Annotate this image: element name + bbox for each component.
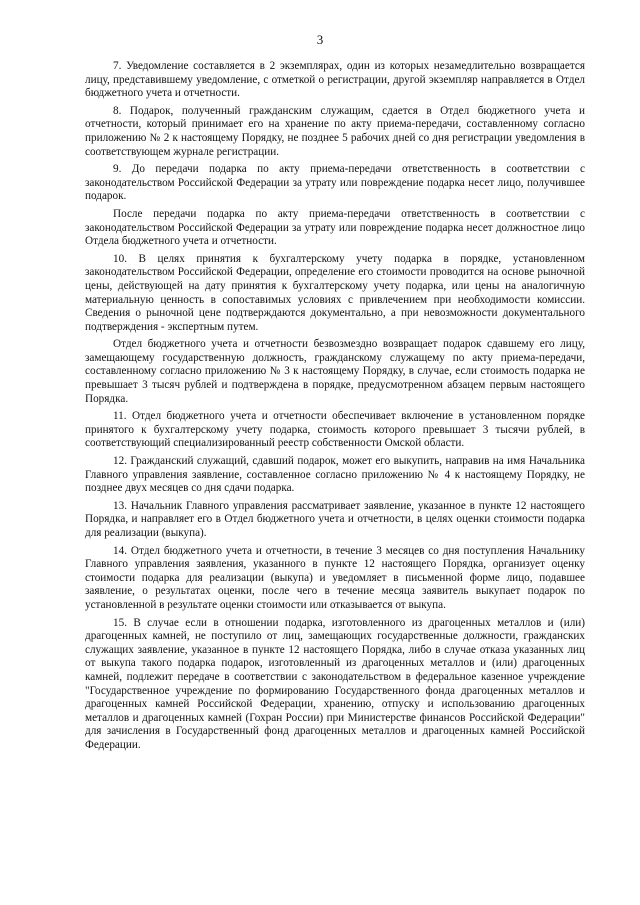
paragraph-13: 13. Начальник Главного управления рассматривает заявление, указанное в пункте 12 настоящего Порядка, и направляет его в Отдел бюджетного учета и отчетности, в целях оценки стоимости подарка для реализации (выкупа).: [85, 499, 585, 539]
paragraph-15: 15. В случае если в отношении подарка, изготовленного из драгоценных металлов и (или) драгоценных камней, не поступило от лиц, замещающих государственные должности, гражданских служащих заявление, указанное в пункте 12 настоящего Порядка, либо в случае отказа указанных лиц от выкупа такого подарка подарок, изготовленный из драгоценных металлов и (или) драгоценных камней, подлежит передаче в соответствии с законодательством в федеральное казенное учреждение "Государственное учреждение по формированию Государственного фонда драгоценных металлов и драгоценных камней Российской Федерации, хранению, отпуску и использованию драгоценных металлов и драгоценных камней (Гохран России) при Министерстве финансов Российской Федерации" для зачисления в Государственный фонд драгоценных металлов и драгоценных камней Российской Федерации.: [85, 616, 585, 751]
paragraph-10-continued: Отдел бюджетного учета и отчетности безвозмездно возвращает подарок сдавшему его лицу, замещающему государственную должность, гражданскому служащему по акту приема-передачи, составленному согласно приложению № 3 к настоящему Порядку, в случае, если стоимость подарка не превышает 3 тысяч рублей и подтверждена в порядке, предусмотренном абзацем первым настоящего Порядка.: [85, 338, 585, 405]
paragraph-14: 14. Отдел бюджетного учета и отчетности, в течение 3 месяцев со дня поступления Начальнику Главного управления заявления, указанного в пункте 12 настоящего Порядка, организует оценку стоимости подарка для реализации (выкупа) и уведомляет в письменной форме лицо, подавшее заявление, о результатах оценки, после чего в течение месяца заявитель выкупает подарок по установленной в результате оценки стоимости или отказывается от выкупа.: [85, 544, 585, 611]
paragraph-11: 11. Отдел бюджетного учета и отчетности обеспечивает включение в установленном порядке принятого к бухгалтерскому учету подарка, стоимость которого превышает 3 тысячи рублей, в соответствующий специализированный реестр собственности Омской области.: [85, 410, 585, 450]
paragraph-9-continued: После передачи подарка по акту приема-передачи ответственность в соответствии с законодательством Российской Федерации за утрату или повреждение подарка несет должностное лицо Отдела бюджетного учета и отчетности.: [85, 207, 585, 248]
page-number: 3: [316, 32, 324, 47]
paragraph-9: 9. До передачи подарка по акту приема-передачи ответственность в соответствии с законодательством Российской Федерации за утрату или повреждение подарка несет лицо, получившее подарок.: [85, 163, 585, 203]
paragraph-8: 8. Подарок, полученный гражданским служащим, сдается в Отдел бюджетного учета и отчетности, который принимает его на хранение по акту приема-передачи, составленному согласно приложению № 2 к настоящему Порядку, не позднее 5 рабочих дней со дня регистрации уведомления в соответствующем журнале регистрации.: [85, 104, 585, 158]
paragraph-10: 10. В целях принятия к бухгалтерскому учету подарка в порядке, установленном законодательством Российской Федерации, определение его стоимости проводится на основе рыночной цены, действующей на дату принятия к бухгалтерскому учету подарка, или цены на аналогичную материальную ценность в сопоставимых условиях с привлечением при необходимости комиссии. Сведения о рыночной цене подтверждаются документально, а при невозможности документального подтверждения - экспертным путем.: [85, 252, 585, 333]
paragraph-12: 12. Гражданский служащий, сдавший подарок, может его выкупить, направив на имя Начальника Главного управления заявление, составленное согласно приложению № 4 к настоящему Порядку, не позднее двух месяцев со дня сдачи подарка.: [85, 455, 585, 495]
paragraph-7: 7. Уведомление составляется в 2 экземплярах, один из которых незамедлительно возвращается лицу, представившему уведомление, с отметкой о регистрации, другой экземпляр направляется в Отдел бюджетного учета и отчетности.: [85, 60, 585, 100]
document-body: [85, 60, 585, 757]
